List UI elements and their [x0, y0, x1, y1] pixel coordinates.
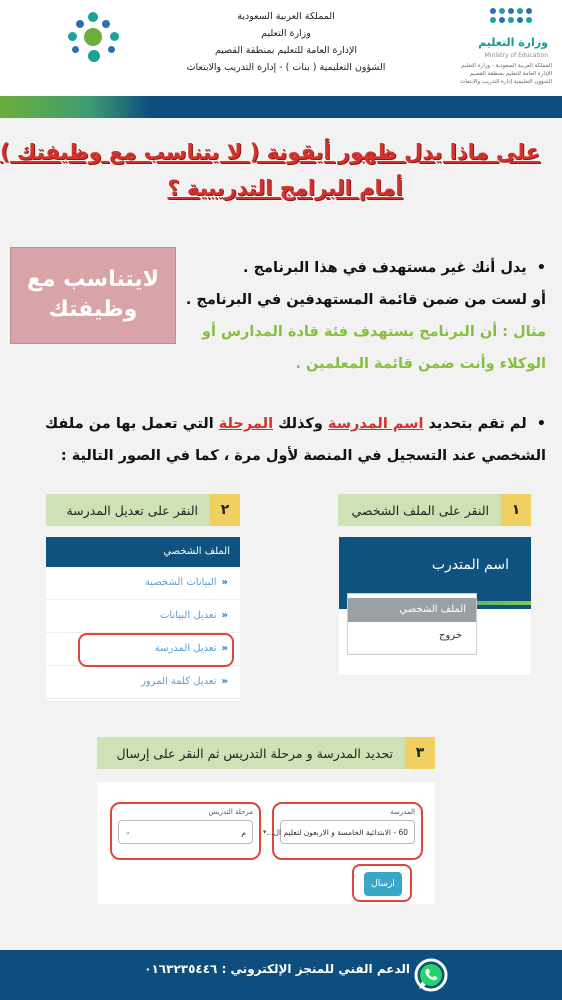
moe-dots-icon: [490, 8, 532, 23]
step-1-header: [338, 494, 531, 526]
stage-label: مرحلة التدريس: [208, 808, 253, 816]
moe-address: المملكة العربية السعودية - وزارة التعليم الإدارة العامة للتعليم بمنطقة القصيم الشؤون التعليمية إدارة التدريب والابتعاث: [460, 63, 552, 85]
training-logo: [64, 12, 124, 82]
example-line: مثال : أن البرنامج يستهدف فئة قادة المدارس أو: [202, 324, 546, 340]
profile-screenshot: [339, 537, 531, 675]
school-form-screenshot: [97, 782, 435, 904]
moe-sub: Ministry of Education: [484, 52, 548, 59]
example-line: الوكلاء وأنت ضمن قائمة المعلمين .: [295, 356, 546, 372]
school-select[interactable]: 60 - الابتدائية الخامسة و الاربعون لتعليم ال... ▾: [280, 820, 415, 844]
highlight-circle: [78, 633, 234, 667]
menu-personal-data[interactable]: «البيانات الشخصية: [46, 567, 240, 600]
whatsapp-icon[interactable]: [413, 957, 449, 993]
profile-dropdown: [347, 593, 477, 655]
menu-edit-data[interactable]: «تعديل البيانات: [46, 600, 240, 633]
double-chevron-icon: «: [221, 577, 228, 588]
caret-down-icon: ▾: [262, 828, 267, 836]
menu-profile[interactable]: الملف الشخصي: [348, 598, 476, 622]
menu-logout[interactable]: خروج: [439, 630, 462, 641]
step-label: النقر على الملف الشخصي: [351, 502, 489, 518]
double-chevron-icon: «: [221, 643, 228, 654]
support-contact: الدعم الفني للمنجز الإلكتروني : ٠١٦٣٢٣٥٤٤٦: [144, 962, 410, 976]
stage-select[interactable]: م ⌄: [118, 820, 253, 844]
explanation-line: أو لست من ضمن قائمة المستهدفين في البرنامج .: [185, 292, 546, 308]
instruction-block: [40, 408, 546, 472]
trainee-name: اسم المتدرب: [431, 557, 509, 573]
explanation-line: • يدل أنك غير مستهدف في هذا البرنامج .: [190, 252, 546, 284]
step-2-header: [46, 494, 240, 526]
profile-menu-screenshot: [46, 537, 240, 701]
double-chevron-icon: «: [221, 610, 228, 621]
tree-logo-icon: [64, 12, 124, 70]
double-chevron-icon: «: [221, 676, 228, 687]
moe-logo: [462, 8, 548, 59]
instruction-line: الشخصي عند التسجيل في المنصة لأول مرة ، كما في الصور التالية :: [60, 448, 546, 464]
not-suitable-badge: لايتناسب مع وظيفتك: [10, 247, 176, 344]
chevron-down-icon: ⌄: [125, 828, 131, 836]
page-title: على ماذا يدل ظهور أيقونة ( لا يتناسب مع وظيفتك ): [0, 140, 540, 164]
explanation-block: [185, 252, 546, 380]
page-title-line2: أمام البرامج التدريبية ؟: [167, 176, 403, 200]
send-highlight: [352, 864, 412, 902]
stage-field: [110, 802, 261, 860]
school-field: [262, 802, 423, 860]
step-number: ١: [501, 494, 531, 526]
step-label: تحديد المدرسة و مرحلة التدريس ثم النقر على إرسال: [116, 745, 393, 761]
moe-name: وزارة التعليم: [478, 36, 548, 49]
profile-menu-header: الملف الشخصي: [46, 537, 240, 567]
send-button[interactable]: ارسال: [364, 872, 402, 896]
step-label: النقر على تعديل المدرسة: [66, 502, 198, 518]
step-number: ٣: [405, 737, 435, 769]
menu-edit-school[interactable]: «تعديل المدرسة: [46, 633, 240, 666]
school-name-highlight: اسم المدرسة: [327, 416, 424, 432]
header-band-accent: [0, 96, 150, 118]
header-text: المملكة العربية السعودية وزارة التعليم الإدارة العامة للتعليم بمنطقة القصيم الشؤون التعليمية ( بنات ) - إدارة التدريب والابتعاث: [186, 11, 386, 73]
school-label: المدرسة: [390, 808, 415, 816]
stage-highlight: المرحلة: [218, 416, 274, 432]
step-3-header: [97, 737, 435, 769]
menu-edit-password[interactable]: «تعديل كلمة المرور: [46, 666, 240, 699]
step-number: ٢: [210, 494, 240, 526]
instruction-line: • لم تقم بتحديد اسم المدرسة وكذلك المرحلة التي تعمل بها من ملفك: [40, 408, 546, 440]
